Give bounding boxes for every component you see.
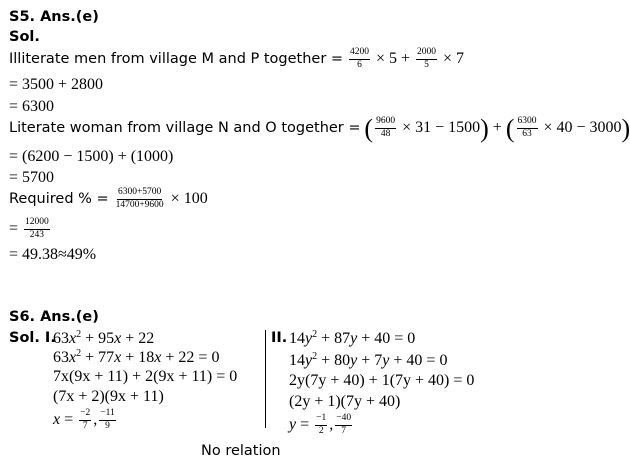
s6-heading: S6. Ans.(e) (9, 309, 99, 325)
illiterate-line (9, 48, 464, 71)
s6-ii-label: II. (271, 330, 288, 346)
fraction: $\frac{6300}{63}$ (517, 116, 537, 139)
s5-heading: S5. Ans.(e) (9, 9, 99, 25)
s5-line-6: = 5700 (9, 169, 55, 186)
fraction: $\frac{12000}{243}$ (25, 217, 49, 240)
s5-line-5: = (6200 − 1500) + (1000) (9, 148, 174, 165)
eq-ii-line-1: $14y^2 + 87y + 40 = 0$ (289, 329, 416, 347)
s6-sol-i-label: Sol. I. (9, 330, 56, 346)
required-label: Required % = (9, 191, 109, 208)
eq-ii-line-4: (2y + 1)(7y + 40) (289, 393, 401, 410)
fraction: $\frac{6300+5700}{14700+9600}$ (115, 187, 164, 210)
s5-line-2: = 3500 + 2800 (9, 76, 104, 93)
illiterate-label: Illiterate men from village M and P together = (9, 51, 344, 68)
fraction: $\frac{-11}{9}$ (100, 408, 115, 431)
literate-expression: ( $\frac{9600}{48}$ × 31 − 1500) + ( $\frac{6300}{63}$ × 40 − 3000) (364, 114, 630, 144)
illiterate-expression: $\frac{4200}{6}$ × 5 + $\frac{2000}{5}$ × 7 (349, 47, 465, 70)
eq-ii-line-3: 2y(7y + 40) + 1(7y + 40) = 0 (289, 372, 475, 389)
s5-result: = 49.38≈49% (9, 246, 97, 263)
fraction: $\frac{4200}{6}$ (349, 47, 369, 70)
eq-i-line-3: 7x(9x + 11) + 2(9x + 11) = 0 (53, 368, 238, 385)
literate-label: Literate woman from village N and O together = (9, 120, 361, 137)
column-divider (265, 330, 266, 428)
literate-line (9, 114, 630, 144)
required-line (9, 188, 208, 211)
fraction: $\frac{-40}{7}$ (336, 413, 352, 436)
s5-line-3: = 6300 (9, 98, 55, 115)
fraction: $\frac{9600}{48}$ (376, 116, 396, 139)
eq-i-line-2: $63x^2 + 77x + 18x + 22 = 0$ (53, 348, 220, 366)
s6-conclusion: No relation (201, 443, 281, 459)
eq-ii-roots: y = $\frac{-1}{2}$ , $\frac{-40}{7}$ (289, 413, 352, 436)
eq-i-line-1: $63x^2 + 95x + 22$ (53, 329, 155, 347)
s5-sol-label: Sol. (9, 29, 40, 45)
eq-i-line-4: (7x + 2)(9x + 11) (53, 388, 164, 405)
fraction: $\frac{-1}{2}$ (316, 413, 327, 436)
required-expression: $\frac{6300+5700}{14700+9600}$ × 100 (115, 187, 208, 210)
fraction: $\frac{2000}{5}$ (417, 47, 436, 70)
fraction: $\frac{-2}{7}$ (80, 408, 91, 431)
eq-i-roots: x = $\frac{-2}{7}$ , $\frac{-11}{9}$ (53, 408, 115, 431)
required-step-2: = $\frac{12000}{243}$ (9, 217, 49, 240)
eq-ii-line-2: $14y^2 + 80y + 7y + 40 = 0$ (289, 351, 448, 369)
